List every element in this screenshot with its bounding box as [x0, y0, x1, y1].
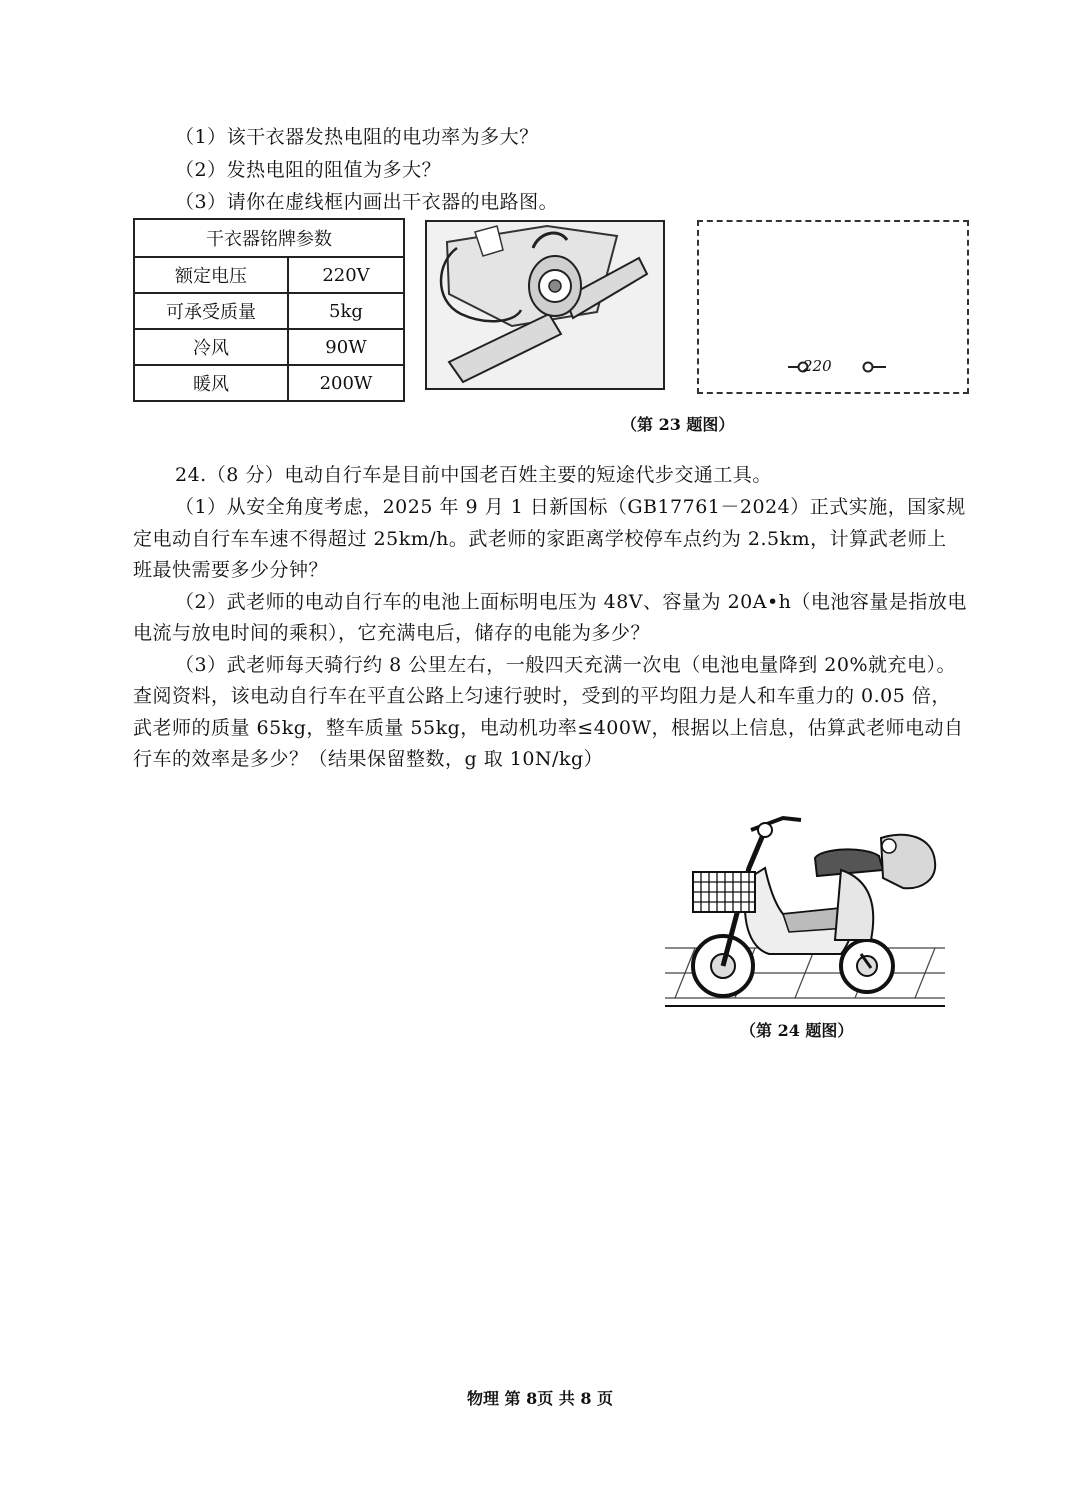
q24-p3-line: 查阅资料，该电动自行车在平直公路上匀速行驶时，受到的平均阻力是人和车重力的 0.05 倍， [133, 685, 951, 707]
q24-p2-line: 电流与放电时间的乘积），它充满电后，储存的电能为多少？ [133, 622, 651, 644]
page-footer: 物理 第 8页 共 8 页 [466, 1389, 614, 1408]
q23-sub2: （2）发热电阻的阻值为多大？ [175, 159, 442, 181]
q23-sub3: （3）请你在虚线框内画出干衣器的电路图。 [175, 191, 559, 213]
table-row: 可承受质量 5kg [134, 293, 404, 329]
dryer-spec-table [133, 218, 405, 402]
table-row: 额定电压 220V [134, 257, 404, 293]
table-row: 冷风 90W [134, 329, 404, 365]
table-title: 干衣器铭牌参数 [134, 219, 404, 257]
electric-bike-illustration [665, 808, 945, 1010]
q24-p1-line: 定电动自行车车速不得超过 25km/h。武老师的家距离学校停车点约为 2.5km，计算武老师上 [133, 528, 947, 550]
q24-p3-line: 武老师的质量 65kg，整车质量 55kg，电动机功率≤400W，根据以上信息，估算武老师电动自 [133, 717, 964, 739]
q24-p3-line: 行车的效率是多少？（结果保留整数，g 取 10N/kg） [133, 748, 604, 770]
q24-p1-line: 班最快需要多少分钟？ [133, 559, 329, 581]
figure-caption-24: （第 24 题图） [740, 1021, 854, 1040]
q24-p1-line: （1）从安全角度考虑，2025 年 9 月 1 日新国标（GB17761－2024）正式实施，国家规 [175, 496, 966, 518]
q24-heading: 24.（8 分）电动自行车是目前中国老百姓主要的短途代步交通工具。 [175, 464, 772, 486]
dryer-photo [425, 220, 665, 390]
q24-p2-line: （2）武老师的电动自行车的电池上面标明电压为 48V、容量为 20A•h（电池容量是指放电 [175, 591, 967, 613]
figure-caption-23: （第 23 题图） [621, 415, 735, 434]
q23-sub1: （1）该干衣器发热电阻的电功率为多大？ [175, 126, 539, 148]
table-row: 暖风 200W [134, 365, 404, 401]
q24-p3-line: （3）武老师每天骑行约 8 公里左右，一般四天充满一次电（电池电量降到 20%就充电）。 [175, 654, 957, 676]
terminal-label: 220 [803, 357, 832, 375]
